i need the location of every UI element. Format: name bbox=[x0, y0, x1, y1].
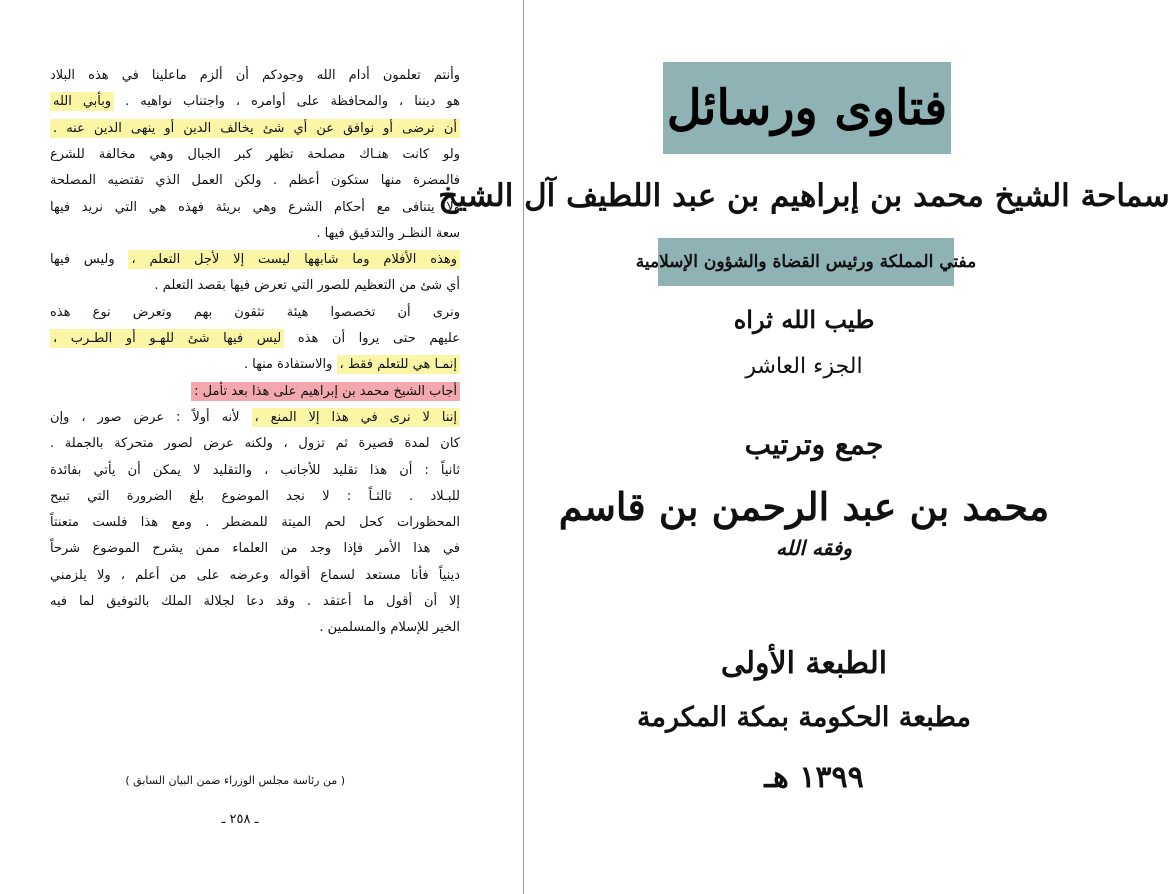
printer-name: مطبعة الحكومة بمكة المكرمة bbox=[637, 701, 972, 733]
line-text: في هذا الأمر فإذا وجد من العلماء ممن يشرح الموضوع شرحاً bbox=[50, 541, 460, 557]
text-line bbox=[50, 221, 460, 247]
line-text: للبـلاد . ثالثـاً : لا نجد الموضوع بلغ الضرورة التي تبيح bbox=[50, 488, 460, 504]
compiled-by-label: جمع وترتيب bbox=[744, 427, 884, 461]
highlight-yellow: أن نرضى أو نوافق عن أي شئ يخالف الدين أو ينهى الدين عنه . bbox=[50, 119, 460, 138]
line-text: ولو كانت هنـاك مصلحة تظهر كبر الجبال وهي مخالفة للشرع bbox=[50, 146, 460, 162]
page-number: ـ ٢٥٨ ـ bbox=[221, 812, 259, 827]
line-text: ولا يتنافى مع أحكام الشرع وهي بريئة فهذه هي التي نريد فيها bbox=[50, 199, 460, 215]
line-text: وأنتم تعلمون أدام الله وجودكم أن ألزم ماعلينا في هذه البلاد bbox=[50, 68, 460, 83]
line-text: ثانياً : أن هذا تقليد للأجانب ، والتقليد لا يمكن أن يأتي بفائدة bbox=[50, 462, 460, 478]
text-line bbox=[50, 326, 460, 352]
text-line bbox=[50, 589, 460, 615]
text-line bbox=[50, 379, 460, 405]
highlight-yellow: وهذه الأفلام وما شابهها ليست إلا لأجل التعلم ، bbox=[128, 250, 460, 269]
line-text: والاستفادة منها . bbox=[243, 357, 333, 373]
line-text: فالمضرة منها ستكون أعظم . ولكن العمل الذي تقتضيه المصلحة bbox=[50, 173, 460, 189]
highlight-yellow: إننا لا نرى في هذا إلا المنع ، bbox=[252, 408, 460, 427]
text-line bbox=[50, 458, 460, 484]
line-text: وليس فيها bbox=[50, 252, 115, 268]
text-line bbox=[50, 273, 460, 299]
highlight-yellow: ليس فيها شئ للهـو أو الطـرب ، bbox=[50, 329, 284, 348]
text-line bbox=[50, 168, 460, 194]
text-line bbox=[50, 116, 460, 142]
text-line bbox=[50, 195, 460, 221]
footnote: ( من رئاسة مجلس الوزراء ضمن البيان السابق ) bbox=[125, 774, 345, 787]
text-line bbox=[50, 300, 460, 326]
text-line bbox=[50, 89, 460, 115]
text-line bbox=[50, 563, 460, 589]
text-line bbox=[50, 63, 460, 89]
text-line bbox=[50, 352, 460, 378]
text-line bbox=[50, 247, 460, 273]
line-text: كان لمدة قصيرة ثم تزول ، ولكنه عرض لصور متحركة بالجملة . bbox=[50, 436, 460, 452]
text-line bbox=[50, 142, 460, 168]
line-text: أي شئ من التعظيم للصور التي تعرض فيها بقصد التعلم . bbox=[154, 278, 460, 294]
author-position: مفتي المملكة ورئيس القضاة والشؤون الإسلامية bbox=[635, 252, 977, 272]
left-page bbox=[0, 0, 522, 894]
line-text: المحظورات كحل لحم الميتة للمضطر . ومع هذا فلست متعنتاً bbox=[50, 515, 460, 531]
highlight-yellow: إنمـا هي للتعلم فقط ، bbox=[337, 355, 460, 374]
line-text: الخير للإسلام والمسلمين . bbox=[319, 620, 460, 636]
title-box bbox=[663, 62, 951, 154]
line-text: لأنه أولاً : عرض صور ، وإن bbox=[50, 409, 240, 425]
right-page bbox=[438, 0, 1170, 894]
line-text: عليهم حتى يروا أن هذه bbox=[297, 331, 460, 346]
text-line bbox=[50, 484, 460, 510]
edition-label: الطبعة الأولى bbox=[720, 645, 888, 681]
line-text: هو ديننا ، والمحافظة على أوامره ، واجتناب نواهيه . bbox=[125, 94, 460, 110]
compiler-name: محمد بن عبد الرحمن بن قاسم bbox=[558, 483, 1050, 529]
book-title: فتاوى ورسائل bbox=[666, 80, 948, 136]
subtitle-box bbox=[635, 238, 977, 286]
highlight-yellow: وبأبي الله bbox=[50, 92, 114, 111]
line-text: إلا أن أقول ما أعتقد . وقد دعا لجلالة الملك بالتوفيق لما فيه bbox=[50, 594, 460, 609]
line-text: ونرى أن تخصصوا هيئة تثقون بهم وتعرض نوع هذه bbox=[50, 304, 460, 320]
author-blessing: طيب الله ثراه bbox=[733, 304, 875, 334]
text-line bbox=[50, 536, 460, 562]
text-line bbox=[50, 405, 460, 431]
highlight-red: أجاب الشيخ محمد بن إبراهيم على هذا بعد تأمل : bbox=[191, 382, 460, 401]
text-line bbox=[50, 510, 460, 536]
publication-year: ١٣٩٩ هـ bbox=[764, 759, 864, 795]
text-line bbox=[50, 431, 460, 457]
line-text: سعة النظـر والتدقيق فيها . bbox=[316, 225, 460, 241]
volume-label: الجزء العاشر bbox=[745, 353, 863, 379]
compiler-blessing: وفقه الله bbox=[776, 536, 853, 560]
author-name: سماحة الشيخ محمد بن إبراهيم بن عبد اللطيف آل الشيخ bbox=[438, 178, 1170, 214]
line-text: دينياً فأنا مستعد لسماع أقواله وعرضه على من أعلم ، ولا يلزمني bbox=[50, 567, 460, 583]
text-line bbox=[50, 615, 460, 641]
